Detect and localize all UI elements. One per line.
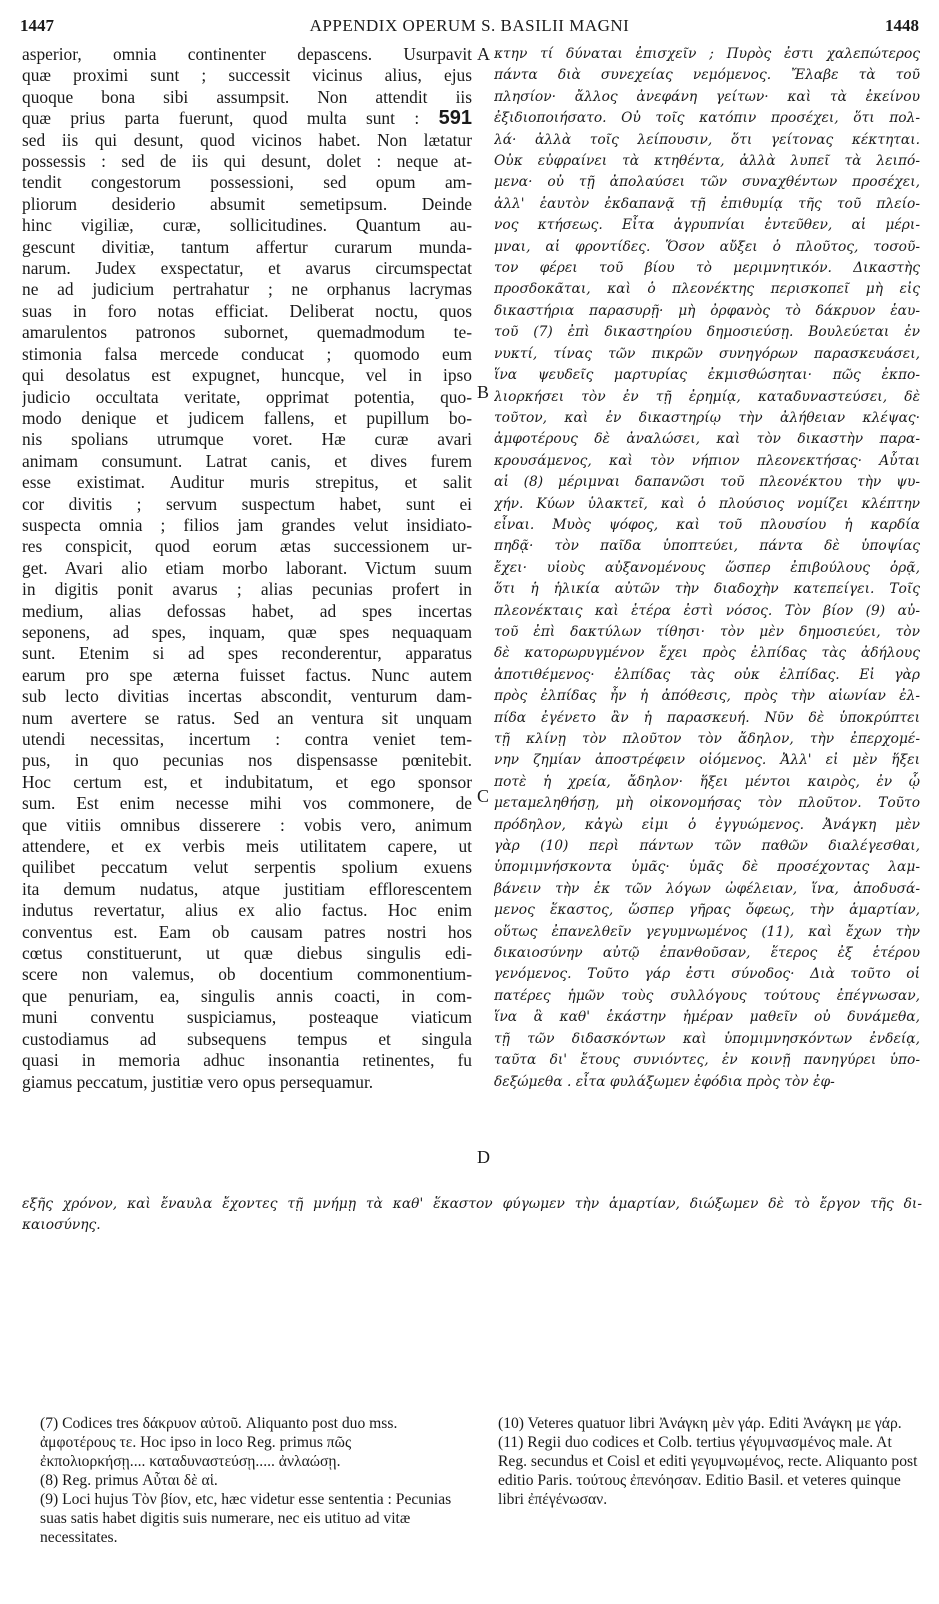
greek-text-line: νος κτήσεως. Εἶτα ἀγρυπνίαι ἐντεῦθεν, αἱ μέρι-	[494, 217, 920, 234]
greek-text-line: δικαιοσύνην αὐτῷ ἐπανθοῦσαν, ἕτερος ἐξ ἑτέρου	[494, 945, 920, 962]
greek-text-line: νην ζημίαν ἀποστρέφειν οἰόμενος. Ἀλλ' εἰ μὲν ἥξει	[494, 752, 920, 769]
latin-text-line: get. Avari alio etiam morbo laborant. Victum suum	[22, 557, 472, 578]
latin-text-line: gescunt divitiæ, tantum affertur curarum munda-	[22, 236, 472, 257]
latin-text-line: indutus revertatur, alius ex alio factus. Hoc enim	[22, 900, 472, 921]
greek-text-line: λά· ἀλλὰ τοῖς λείπουσιν, ὅτι γείτονας κέκτηται.	[494, 131, 920, 148]
latin-text-line: ne ad judicium pertrahatur ; ne orphanus lacrymas	[22, 279, 472, 300]
footnotes-right	[498, 1414, 918, 1509]
greek-text-line: ἐξιδιοποιήσατο. Οὐ τοῖς κατόπιν προσέχει, ὅτι πολ-	[494, 110, 920, 127]
greek-text-line: πρὸς ἐλπίδας ἦν ἡ ἀπόθεσις, πρὸς τὴν αἰωνίαν ἐλ-	[494, 688, 920, 705]
latin-text-line: attendere, et ex verbis meis utilitatem capere, ut	[22, 836, 472, 857]
footnote: (9) Loci hujus Τὸν βίον, etc, hæc videtur esse sententia : Pecunias suas satis habet digitis suis numerare, nec eis utituo ad vitæ necessitates.	[40, 1491, 452, 1546]
greek-continuation-line: εξῆς χρόνον, καὶ ἔναυλα ἔχοντες τῇ μνήμῃ τὰ καθ' ἕκαστον φύγωμεν τὴν ἁμαρτίαν, διώξωμεν δὲ τὸ ἔργον τῆς δι-	[22, 1196, 922, 1212]
latin-text-line: res conspicit, quod eorum ætas successionem ur-	[22, 536, 472, 557]
footnote: (8) Reg. primus Αὗται δὲ αἱ.	[40, 1472, 218, 1489]
latin-text-line: Hoc certum est, et indubitatum, et ego sponsor	[22, 771, 472, 792]
latin-text-line: qui desolatus est expugnet, huncque, vel in ipso	[22, 365, 472, 386]
greek-text-line: ταῦτα δι' ἔτους συνιόντες, ἐν κοινῇ πανηγύρει ὑπο-	[494, 1052, 920, 1069]
greek-text-line: τῇ κλίνῃ τὸν πλοῦτον τὸν ἄδηλον, τὴν ἐπερχομέ-	[494, 731, 920, 747]
latin-text-line: sed iis qui desunt, quod vicinos habet. Non lætatur	[22, 129, 472, 150]
latin-text-line: quasi in memoria adhuc insonantia retinentes, fu	[22, 1050, 472, 1071]
greek-text-line: ἀμφοτέρους δὲ ἀναλώσει, καὶ τὸν δικαστὴν παρα-	[494, 431, 920, 448]
greek-text-line: πηδᾷ· τὸν παῖδα ὑποπτεύει, πάντα δὲ ὑποψίας	[494, 538, 920, 555]
greek-text-line: τοῦ ἐπὶ δακτύλων τίθησι· τὸν μὲν δημοσιεύει, τὸν	[494, 623, 920, 640]
latin-text-line	[22, 108, 472, 129]
greek-text-line: ἵνα ψευδεῖς μαρτυρίας ἐκμισθώσηται· πῶς ἐκπο-	[494, 367, 920, 384]
latin-text-line: giamus peccatum, justitiæ vero opus persequamur.	[22, 1071, 374, 1092]
greek-text-line: κτην τί δύναται ἐπισχεῖν ; Πυρὸς ἐστι χαλεπώτερος	[494, 46, 920, 62]
greek-text-line: προσδοκᾶται, καὶ ὁ πλεονέκτης περισκοπεῖ μὴ εἰς	[494, 281, 920, 298]
greek-text-line: ὑπομιμνήσκοντα ὑμᾶς· ὑμᾶς δὲ προσέχοντας λαμ-	[494, 859, 920, 876]
section-marker-a: A	[477, 44, 490, 64]
latin-text-line: pliorum desiderio absumit semetipsum. Deinde	[22, 193, 472, 214]
latin-text-line: seponens, ad spes, inquam, quæ spes nequaquam	[22, 621, 472, 642]
latin-text-line: scere non valemus, ob docentium commonentium-	[22, 964, 472, 985]
latin-text-line: asperior, omnia continenter depascens. Usurpavit	[22, 44, 472, 64]
greek-text-line: τῇ τῶν διδασκόντων καὶ ὑπομιμνησκόντων ἐνδείᾳ,	[494, 1030, 920, 1047]
latin-text-line: nis spolians utrumque voret. Hæ curæ avari	[22, 429, 472, 450]
latin-text-line: cor divitis ; servum suspectum habet, sunt ei	[22, 493, 472, 514]
greek-text-line: γὰρ (10) περὶ πάντων τῶν παθῶν διαλέγεσθαι,	[494, 838, 920, 855]
greek-continuation	[22, 1194, 922, 1237]
latin-text-line: que vitiis omnibus disserere : vobis vero, animum	[22, 814, 472, 835]
latin-text-line: quæ proximi sunt ; successit vicinus alius, ejus	[22, 65, 472, 86]
footnote: (7) Codices tres δάκρυον αὐτοῦ. Aliquanto post duo mss. ἀμφοτέρους τε. Hoc ipso in loco Reg. primus πῶς ἐκπολιορκήσῃ.... καταδυναστεύσῃ..... ἀνλαώσῃ.	[40, 1415, 398, 1470]
greek-text-line: αἱ (8) μέριμναι δαπανῶσι τοῦ πλεονέκτου τὴν ψυ-	[494, 474, 920, 491]
latin-text-line: tendit congestorum possessioni, sed opum am-	[22, 172, 472, 193]
greek-text-line: μενα· οὐ τῇ ἀπολαύσει τῶν συναχθέντων προσέχει,	[494, 174, 920, 191]
latin-text-line: quoque bona sibi assumpsit. Non attendit iis	[22, 86, 472, 107]
latin-text-line: sunt. Etenim si ad spes reconderentur, apparatus	[22, 643, 472, 664]
greek-text-line: δὲ κατορωρυγμένον ἔχει πρὸς ἐλπίδας τὰς ἀδήλους	[494, 645, 920, 662]
section-marker-b: B	[477, 382, 490, 402]
latin-text-line: esse existimat. Auditur muris strepitus, et salit	[22, 472, 472, 493]
greek-text-line: γενόμενος. Τοῦτο γάρ ἐστι σύνοδος· Διὰ τοῦτο οἱ	[494, 966, 920, 983]
running-title: APPENDIX OPERUM S. BASILII MAGNI	[309, 16, 630, 35]
greek-column	[494, 44, 920, 1093]
greek-text-line: κρουσάμενος, καὶ τὸν νήπιον πλεονεκτήσας· Αὗται	[494, 452, 920, 469]
greek-text-line: μναι, αἱ φροντίδες. Ὅσον αὔξει ὁ πλοῦτος, τοσοῦ-	[494, 238, 920, 255]
latin-column	[22, 44, 472, 1093]
latin-text-line: suas in foro notas efficiat. Deliberat noctu, quos	[22, 300, 472, 321]
latin-text-line: que penuriam, ea, singulis annis coacti, in com-	[22, 985, 472, 1006]
footnote: (10) Veteres quatuor libri Ἀνάγκη μὲν γάρ. Editi Ἀνάγκη με γάρ.	[498, 1415, 902, 1432]
latin-text-line: quilibet peccatum velut serpentis spolium exuens	[22, 857, 472, 878]
latin-text-line: sum. Est enim necesse mihi vos commonere, de	[22, 793, 472, 814]
footnote: (11) Regii duo codices et Colb. tertius γέγυμνασμένος male. At Reg. secundus et Coisl et editi γεγυμνωμένος, recte. Aliquanto post editio Paris. τούτους ἐπενόησαν. Editio Basil. et veteres quinque libri ἐπέγένωσαν.	[498, 1434, 918, 1508]
greek-text-line: πρόδηλον, κἀγὼ εἰμι ὁ ἐγγυώμενος. Ἀνάγκη μὲν	[494, 816, 920, 833]
greek-text-line: νυκτί, τίνας τῶν πικρῶν συνηγόρων παρασκευάσει,	[494, 345, 920, 362]
latin-text-line: modo denique et judicem fallens, et pupillum bo-	[22, 407, 472, 428]
greek-text-line: ποτὲ ἡ χρεία, ἄδηλον· ἥξει μέντοι καιρὸς, ἐν ᾧ	[494, 773, 920, 790]
greek-text-line: δικαστήρια παρασυρῇ· μὴ ὀρφανὸς τὸ δάκρυον ἑαυ-	[494, 302, 920, 319]
latin-text-line: ita demum nudatus, atque justitiam efflorescentem	[22, 878, 472, 899]
greek-text-line: χήν. Κύων ὑλακτεῖ, καὶ ὁ πλούσιος νομίζει κλέπτην	[494, 495, 920, 512]
greek-text-line: λιορκήσει τὸν ἐν τῇ ἐρημίᾳ, καταδυναστεύσει, δὲ	[494, 388, 920, 405]
left-page-number: 1447	[20, 16, 54, 35]
greek-text-line: δεξώμεθα . εἶτα φυλάξωμεν ἐφόδια πρὸς τὸν ἐφ-	[494, 1073, 835, 1090]
greek-text-line: ἀποτιθέμενος· ἐλπίδας τὰς οὐκ ἐλπίδας. Εἰ γὰρ	[494, 666, 920, 683]
greek-text-line: ἔχει· υἱοὺς αὐξανομένους ὥσπερ ἐπιβούλους ὁρᾷ,	[494, 559, 920, 576]
greek-text-line: ἀλλ' ἑαυτὸν ἐκδαπανᾷ τῇ ἐπιθυμίᾳ τῆς τοῦ πλείο-	[494, 195, 920, 212]
greek-text-line: Οὐκ εὐφραίνει τὰ κτηθέντα, ἀλλὰ λυπεῖ τὰ λειπό-	[494, 153, 920, 170]
latin-text-line: animam consumunt. Latrat canis, et dives furem	[22, 450, 472, 471]
latin-text-line: hinc vigiliæ, curæ, sollicitudines. Quantum au-	[22, 215, 472, 236]
greek-text-line: ἵνα ἃ καθ' ἑκάστην ἡμέραν μαθεῖν οὐ δυνάμεθα,	[494, 1009, 920, 1026]
latin-text-line: conventus est. Eam ob causam patres nostri hos	[22, 921, 472, 942]
latin-text-line: judicio occultata veritate, opprimat potentia, quo-	[22, 386, 472, 407]
greek-text-line: πατέρες ἡμῶν τοὺς συλλόγους τούτους ἐπέγνωσαν,	[494, 987, 920, 1004]
greek-text-line: οὕτως ἐπανελθεῖν γεγυμνωμένος (11), καὶ ἔχων τὴν	[494, 923, 920, 940]
footnotes-left	[40, 1414, 460, 1547]
greek-text-line: πλεονέκταις καὶ ἑτέρα ἐστὶ νόσος. Τὸν βίον (9) αὐ-	[494, 602, 920, 619]
right-page-number: 1448	[885, 16, 919, 35]
latin-text-line: medium, alias defossas habet, ad spes incertas	[22, 600, 472, 621]
latin-text-line: muni conventu suspiciamus, posteaque viaticum	[22, 1007, 472, 1028]
section-number: 591	[438, 108, 472, 130]
running-header	[20, 16, 919, 42]
greek-text-line: τοῦτον, καὶ ἐν δικαστηρίῳ τὴν ἀλήθειαν κλέψας·	[494, 409, 920, 426]
greek-text-line: πλησίον· ἄλλος ἀνεφάνη γείτων· καὶ τὰ ἐκείνου	[494, 88, 920, 105]
section-marker-c: C	[477, 786, 490, 806]
greek-text-line: πάντα διὰ συνεχείας νεμόμενος. Ἔλαβε τὰ τοῦ	[494, 67, 920, 84]
latin-text-line: suspecta omnia ; filios jam grandes velut insidiato-	[22, 514, 472, 535]
greek-text-line: τοῦ (7) ἐπὶ δικαστηρίου δημοσιεύσῃ. Βουλεύεται ἐν	[494, 324, 920, 341]
latin-text-line: earum pro spe æterna fuisset factus. Nunc autem	[22, 664, 472, 685]
latin-text-line: custodiamus ad subsequens tempus et singula	[22, 1028, 472, 1049]
greek-continuation-line: καιοσύνης.	[22, 1217, 101, 1234]
latin-text-line: possessis : sed de iis qui desunt, dolet : neque at-	[22, 151, 472, 172]
latin-text-line: utendi necessitas, incertum : contra veniet tem-	[22, 729, 472, 749]
greek-text-line: μενος ἕκαστος, ὥσπερ γῆρας ὄφεως, τὴν ἁμαρτίαν,	[494, 902, 920, 919]
greek-text-line: εἶναι. Μυὸς ψόφος, καὶ τοῦ πλουσίου ἡ καρδία	[494, 516, 920, 533]
section-marker-d: D	[477, 1147, 490, 1167]
latin-text-line: amarulentos patronos subornet, quemadmodum te-	[22, 322, 472, 343]
greek-text-line: βάνειν τὴν ἐκ τῶν λόγων ὠφέλειαν, ἵνα, ἀποδυσά-	[494, 880, 920, 897]
latin-text-line: in digitis ponit avarus ; alias pecunias profert in	[22, 579, 472, 600]
latin-text-line: stimonia falsa mercede conducat ; quomodo eum	[22, 343, 472, 364]
latin-text-line: narum. Judex exspectatur, et avarus circumspectat	[22, 258, 472, 279]
greek-text-line: ὅτι ἡ ἡλικία αὐτῶν τὴν διαδοχὴν κατεπείγει. Τοῖς	[494, 581, 920, 598]
latin-text-line: sub lecto divitias incertas abscondit, venturum dam-	[22, 686, 472, 707]
text-line-segment: quæ prius parta fuerunt, quod multa sunt :	[22, 108, 420, 129]
greek-text-line: τον φέρει τοῦ βίου τὸ μεριμνητικόν. Δικαστὴς	[494, 260, 920, 277]
greek-text-line: πίδα ἐγένετο ἂν ἡ παρασκευή. Νῦν δὲ ὑποκρύπτει	[494, 709, 920, 726]
latin-text-line: pus, in quo pecunias nos dispensasse pœnitebit.	[22, 750, 472, 771]
latin-text-line: cœtus constituerunt, ut quæ diebus singulis edi-	[22, 943, 472, 964]
greek-text-line: μεταμεληθήσῃ, μὴ οἰκονομήσας τὸν πλοῦτον. Τοῦτο	[494, 795, 920, 812]
latin-text-line: num avertere se ratus. Sed an ventura sit unquam	[22, 707, 472, 728]
